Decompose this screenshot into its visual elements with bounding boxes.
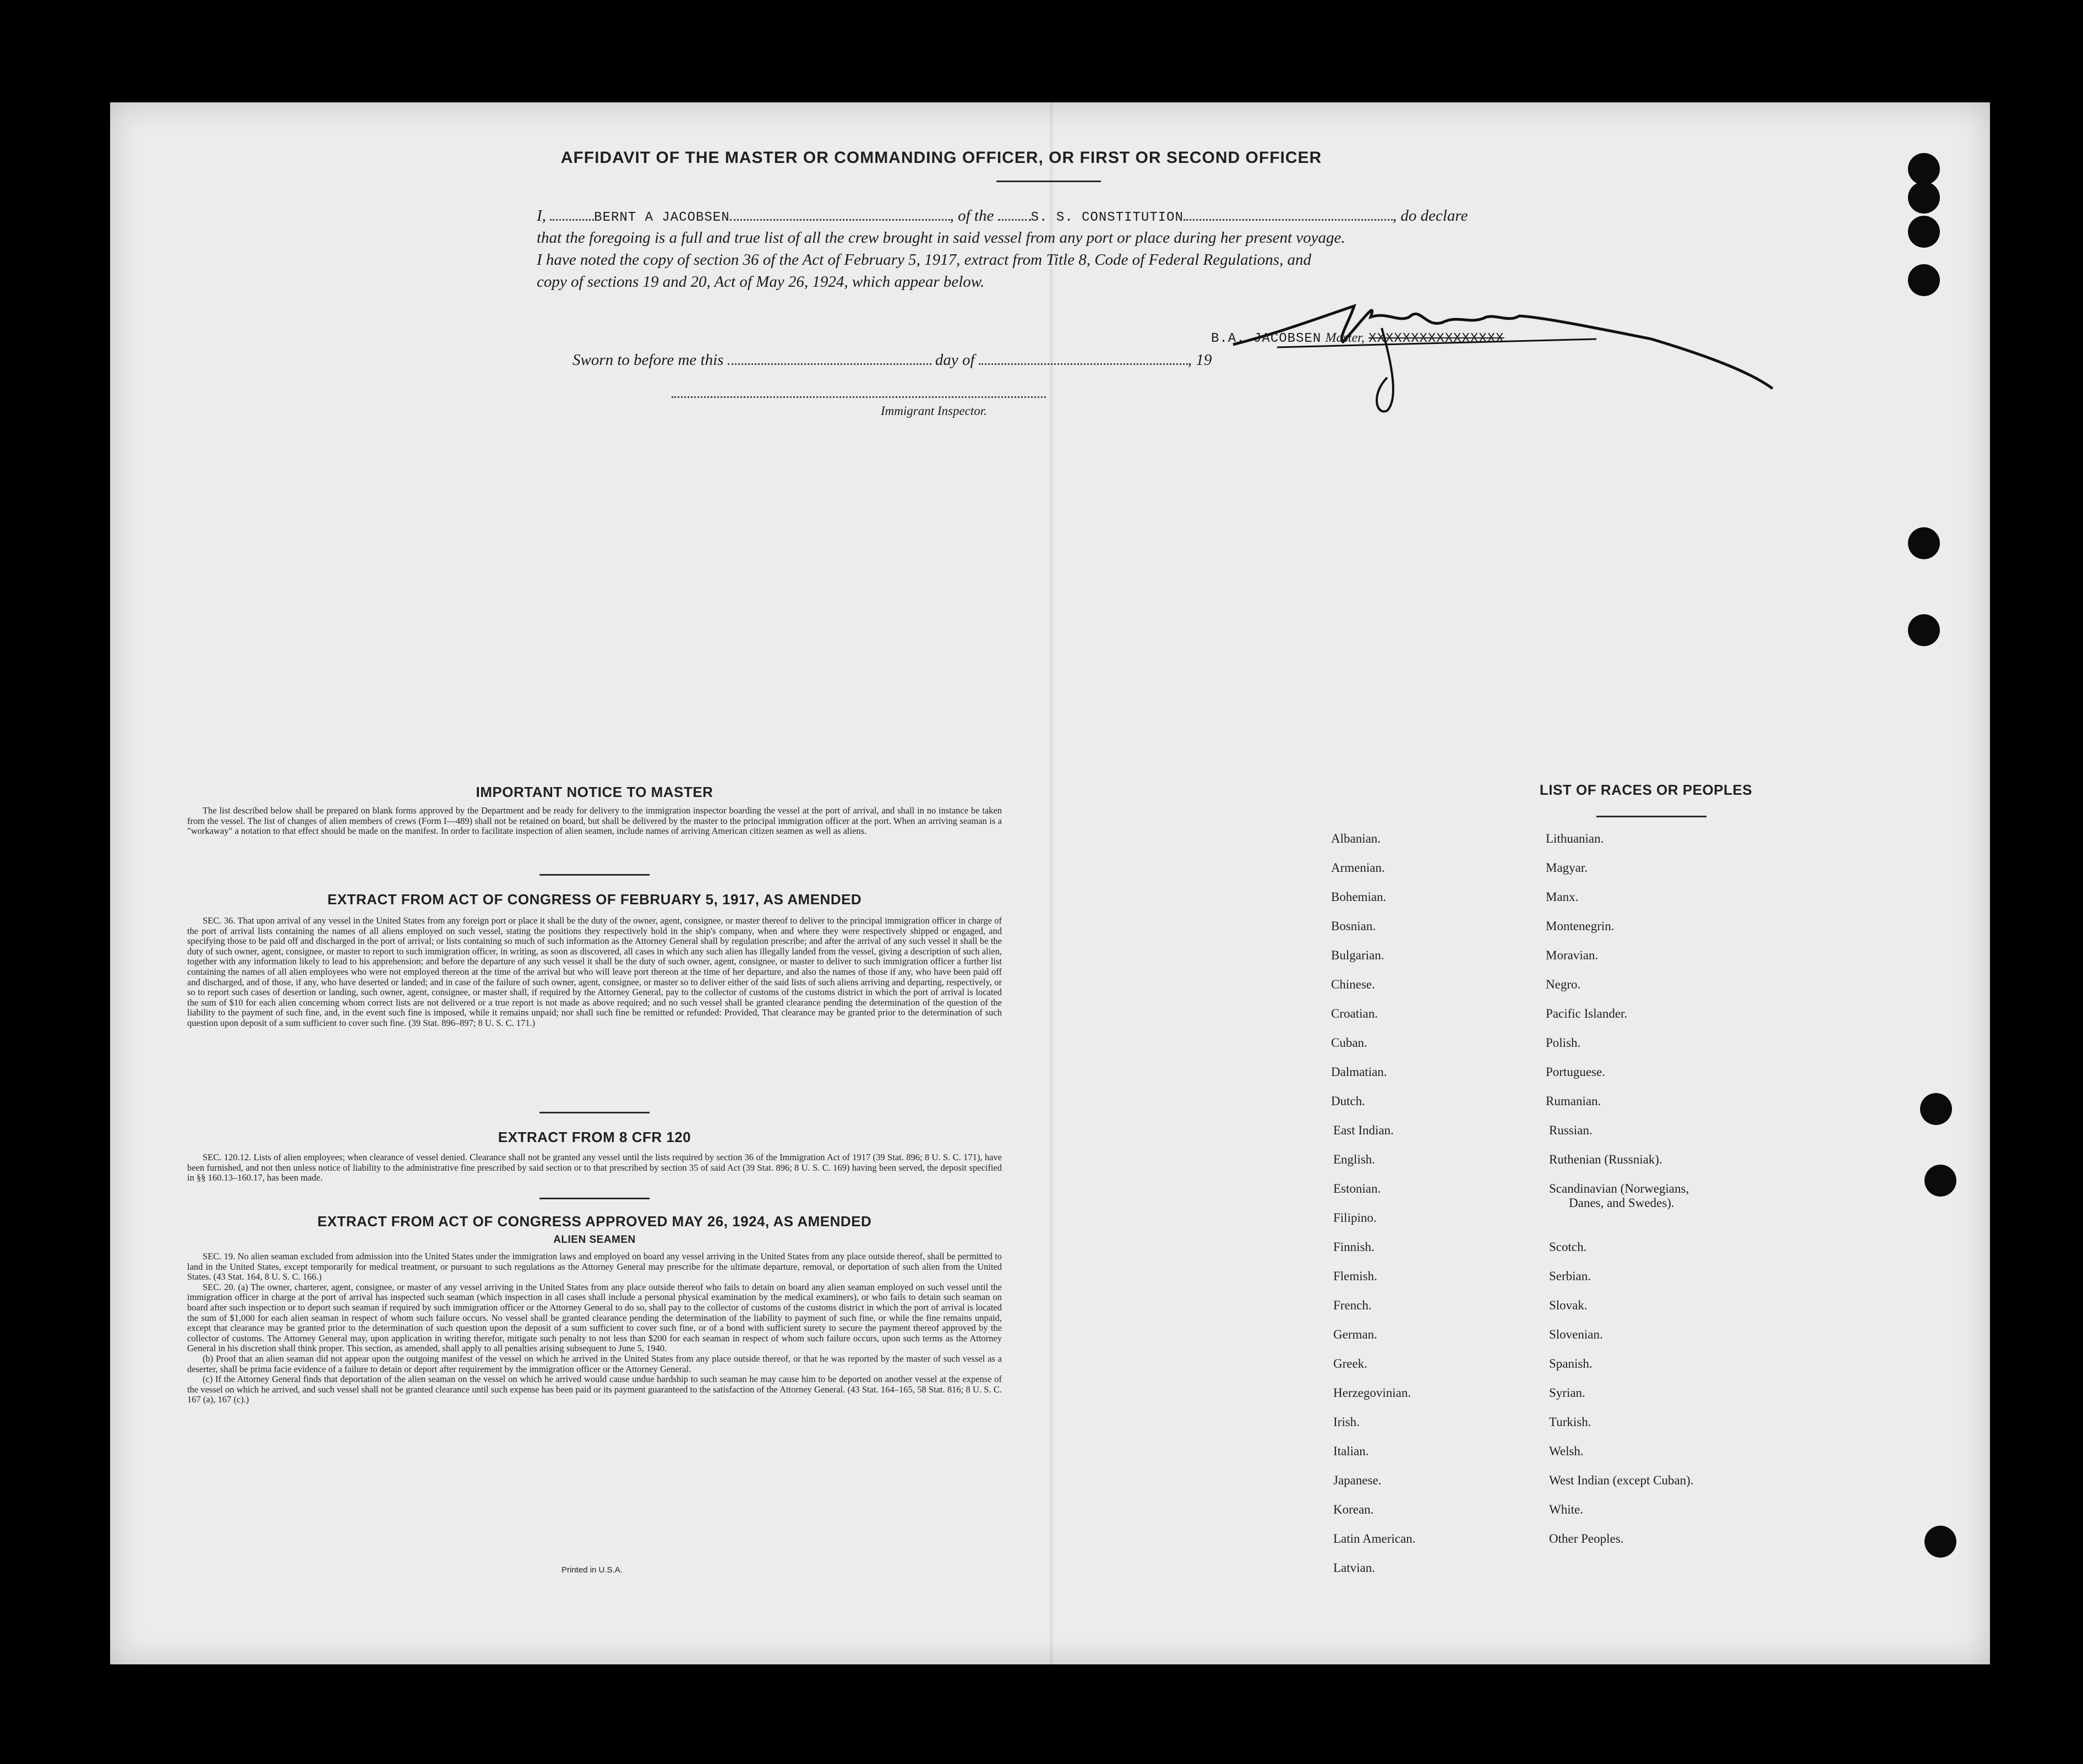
race-item: Slovenian. <box>1549 1328 1603 1341</box>
race-item: Bulgarian. <box>1331 948 1384 962</box>
race-item: Flemish. <box>1333 1269 1377 1283</box>
extract-1917-body <box>187 916 1002 1029</box>
affidavit-title: AFFIDAVIT OF THE MASTER OR COMMANDING OFFICER, OR FIRST OR SECOND OFFICER <box>560 149 1322 167</box>
race-item: Other Peoples. <box>1549 1532 1624 1545</box>
sworn-line <box>572 351 1212 369</box>
sec-20c-paragraph: (c) If the Attorney General finds that deportation of the alien seaman on the vessel on which he arrived would cause undue hardship to such seaman he may cause him to be deported on another vessel at the expense of the vessel on which he arrived, and such vessel shall not be granted clearance until such expense has been paid or its payment guaranteed to the satisfaction of the Attorney General. (43 Stat. 164–165, 58 Stat. 816; 8 U. S. C. 167 (a), 167 (c).) <box>187 1374 1002 1405</box>
race-item: Albanian. <box>1331 832 1381 845</box>
race-item: Dalmatian. <box>1331 1065 1387 1079</box>
race-item: East Indian. <box>1333 1123 1394 1137</box>
race-item: Rumanian. <box>1546 1094 1601 1108</box>
signature-role: Master, <box>1325 331 1365 345</box>
inspector-label: Immigrant Inspector. <box>881 404 987 418</box>
sec-20b-paragraph: (b) Proof that an alien seaman did not appear upon the outgoing manifest of the vessel on which he arrived in the United States from any place outside thereof, or that he was reported by the master of such vessel as a deserter, shall be prima facie evidence of a failure to detain or deport after requirement by the immigration officer or the Attorney General. <box>187 1353 1002 1374</box>
race-item: Slovak. <box>1549 1298 1588 1312</box>
sworn-year: , 19 <box>1187 351 1212 369</box>
affidavit-i: I, <box>537 207 546 225</box>
document-sheet <box>110 102 1990 1664</box>
affidavit-line-2: that the foregoing is a full and true list of all the crew brought in said vessel from any port or place during her present voyage. <box>537 229 1345 247</box>
race-item: Irish. <box>1333 1415 1360 1429</box>
race-item: Scandinavian (Norwegians, <box>1549 1182 1689 1195</box>
race-item: Russian. <box>1549 1123 1593 1137</box>
extract-cfr-body <box>187 1153 1002 1183</box>
race-item: Bosnian. <box>1331 919 1376 933</box>
race-item: Danes, and Swedes). <box>1569 1196 1675 1210</box>
race-item: Ruthenian (Russniak). <box>1549 1153 1662 1166</box>
race-item: Armenian. <box>1331 861 1385 875</box>
race-item: Turkish. <box>1549 1415 1591 1429</box>
race-item: Finnish. <box>1333 1240 1375 1254</box>
race-item: Japanese. <box>1333 1473 1382 1487</box>
sec-120-paragraph: SEC. 120.12. Lists of alien employees; when clearance of vessel denied. Clearance shall not be granted any vessel until the lists required by section 36 of the Immigration Act of 1917 (39 Stat. 896; 8 U. S. C. 171), have been furnished, and not then unless notice of liability to the administrative fine prescribed by said section or to that prescribed by section 35 of said Act (39 Stat. 896; 8 U. S. C. 169) having been served, the deposit specified in §§ 160.13–160.17, has been made. <box>187 1152 1002 1183</box>
race-item: Manx. <box>1546 890 1579 904</box>
affidavit-line-4: copy of sections 19 and 20, Act of May 26, 1924, which appear below. <box>537 273 985 291</box>
sworn-prefix: Sworn to before me this <box>572 351 724 369</box>
inspector-signature-line <box>672 385 1046 398</box>
master-name: BERNT A JACOBSEN <box>594 210 730 225</box>
signature-struck-text: XXXXXXXXXXXXXXXX <box>1368 331 1504 346</box>
race-item: Pacific Islander. <box>1546 1007 1628 1020</box>
race-item: Italian. <box>1333 1444 1369 1458</box>
race-item: Cuban. <box>1331 1036 1367 1050</box>
race-item: Croatian. <box>1331 1007 1378 1020</box>
race-item: Lithuanian. <box>1546 832 1604 845</box>
extract-1924-title: EXTRACT FROM ACT OF CONGRESS APPROVED MAY 26, 1924, AS AMENDED <box>317 1213 872 1230</box>
binder-hole <box>1924 1526 1956 1558</box>
binder-hole <box>1908 264 1940 296</box>
blank-dots <box>550 208 594 221</box>
extract-1924-body <box>187 1252 1002 1405</box>
race-item: Spanish. <box>1549 1357 1593 1370</box>
printed-in-usa: Printed in U.S.A. <box>561 1565 623 1575</box>
race-item: Moravian. <box>1546 948 1599 962</box>
race-item: Filipino. <box>1333 1211 1377 1225</box>
notice-paragraph: The list described below shall be prepared on blank forms approved by the Department and be ready for delivery to the immigration inspector boarding the vessel at the port of arrival, and shall in no instance be taken from the vessel. The list of changes of alien members of crews (Form I—489) shall not be retained on board, but shall be delivered by the master to the principal immigration officer at the port. When an arriving seaman is a "workaway" a notation to that effect should be made on the manifest. In order to facilitate inspection of alien seamen, include names of arriving American citizen seamen as well as aliens. <box>187 805 1002 837</box>
race-item: Latvian. <box>1333 1561 1375 1575</box>
blank-dots <box>998 208 1031 221</box>
race-item: French. <box>1333 1298 1372 1312</box>
binder-hole <box>1908 153 1940 185</box>
race-item: Dutch. <box>1331 1094 1365 1108</box>
race-item: Chinese. <box>1331 977 1375 991</box>
race-item: German. <box>1333 1328 1377 1341</box>
blank-dots <box>728 352 931 365</box>
affidavit-declaration-line <box>537 207 1468 225</box>
page-fold <box>1050 102 1053 1664</box>
race-item: Syrian. <box>1549 1386 1585 1400</box>
section-rule <box>539 1112 650 1113</box>
race-item: Bohemian. <box>1331 890 1387 904</box>
sec-20a-paragraph: SEC. 20. (a) The owner, charterer, agent, consignee, or master of any vessel arriving in the United States from any place outside thereof who fails to detain on board any alien seaman employed on such vessel until the immigration officer in charge at the port of arrival has inspected such seaman (which inspection in all cases shall include a personal physical examination by the medical examiners), or who fails to detain such seaman on board after such inspection or to deport such seaman if required by such immigration officer or the Attorney General to do so, shall pay to the collector of customs of the customs district in which the port of arrival is located the sum of $1,000 for each alien seaman in respect of whom such failure occurs. No vessel shall be granted clearance pending the determination of the liability to payment of such fine, or while the fine remains unpaid, except that clearance may be granted prior to the determination of such question upon the deposit of a sum sufficient to cover such fine, or of a bond with sufficient surety to secure the payment thereof approved by the collector of customs. The Attorney General may, upon application in writing therefor, mitigate such penalty to not less than $200 for each seaman in respect of whom such failure occurs, upon such terms as the Attorney General in his discretion shall think proper. This section, as amended, shall apply to all penalties arising subsequent to June 5, 1940. <box>187 1281 1002 1354</box>
blank-dots <box>730 208 950 221</box>
race-item: White. <box>1549 1503 1583 1516</box>
race-item: Negro. <box>1546 977 1581 991</box>
notice-title: IMPORTANT NOTICE TO MASTER <box>476 784 713 800</box>
signature-block <box>1211 328 1504 346</box>
affidavit-of-the: , of the <box>950 207 994 225</box>
race-item: English. <box>1333 1153 1376 1166</box>
binder-hole <box>1908 182 1940 214</box>
handwritten-signature <box>1211 284 1789 416</box>
blank-dots <box>979 352 1188 365</box>
race-item: Herzegovinian. <box>1333 1386 1411 1400</box>
affidavit-line-3: I have noted the copy of section 36 of the Act of February 5, 1917, extract from Title 8, Code of Federal Regulations, and <box>537 251 1312 269</box>
binder-hole <box>1908 216 1940 248</box>
binder-hole <box>1908 527 1940 559</box>
sworn-day-of: day of <box>935 351 975 369</box>
race-item: Latin American. <box>1333 1532 1416 1545</box>
binder-hole <box>1908 614 1940 646</box>
section-rule <box>539 874 650 876</box>
sec-19-paragraph: SEC. 19. No alien seaman excluded from admission into the United States under the immigration laws and employed on board any vessel arriving in the United States from any place outside thereof, shall be permitted to land in the United States, except temporarily for medical treatment, or pursuant to such regulations as the Attorney General may prescribe for the ultimate departure, removal, or deportation of such alien from the United States. (43 Stat. 164, 8 U. S. C. 166.) <box>187 1251 1002 1282</box>
race-item: Magyar. <box>1546 861 1588 875</box>
section-rule <box>1596 816 1706 817</box>
race-item: Montenegrin. <box>1546 919 1615 933</box>
race-item: Scotch. <box>1549 1240 1587 1254</box>
extract-1917-title: EXTRACT FROM ACT OF CONGRESS OF FEBRUARY 5, 1917, AS AMENDED <box>327 891 862 908</box>
race-item: Portuguese. <box>1546 1065 1605 1079</box>
race-item: Polish. <box>1546 1036 1581 1050</box>
binder-hole <box>1924 1165 1956 1197</box>
sec-36-paragraph: SEC. 36. That upon arrival of any vessel in the United States from any foreign port or place it shall be the duty of the owner, agent, consignee, or master thereof to deliver to the principal immigration officer in charge of the port of arrival lists containing the names of all aliens employed on such vessel, stating the positions they respectively hold in the ship's company, when and where they were respectively shipped or engaged, and specifying those to be paid off and discharged in the port of arrival; or lists containing so much of such information as the Attorney General shall by regulation prescribe; and after the arrival of any such vessel it shall be the duty of such owner, agent, consignee, or master to report to such immigration officer, in writing, as soon as discovered, all cases in which any such alien has illegally landed from the vessel, giving a description of such alien, together with any information likely to lead to his apprehension; and before the departure of any such vessel it shall be the duty of such owner, agent, consignee, or master to deliver to such immigration officer a further list containing the names of all alien employees who were not employed thereon at the time of the arrival but who will leave port thereon at the time of her departure, and also the names of those if any, who have been paid off and discharged, and of those, if any, who have deserted or landed; and in case of the failure of such owner, agent, consignee, or master so to deliver either of the said lists of such aliens arriving and departing, respectively, or so to report such cases of desertion or landing, such owner, agent, consignee, or master shall, if required by the Attorney General, pay to the collector of customs of the customs district in which the port of arrival is located the sum of $10 for each alien concerning whom correct lists are not delivered or a true report is not made as above required; and no such vessel shall be granted clearance pending the determination of the question of the liability to the payment of such fine, and, in the event such fine is imposed, while it remains unpaid; nor shall such fine be remitted or refunded: Provided, That clearance may be granted prior to the determination of such question upon deposit of a sum sufficient to cover such fine. (39 Stat. 896–897; 8 U. S. C. 171.) <box>187 915 1002 1028</box>
race-item: Serbian. <box>1549 1269 1591 1283</box>
binder-hole <box>1920 1093 1952 1125</box>
race-item: Korean. <box>1333 1503 1374 1516</box>
vessel-name: S. S. CONSTITUTION <box>1030 210 1184 225</box>
race-item: West Indian (except Cuban). <box>1549 1473 1694 1487</box>
blank-dots <box>1184 208 1393 221</box>
signature-typed-name: B.A. JACOBSEN <box>1211 331 1322 346</box>
alien-seamen-subtitle: ALIEN SEAMEN <box>553 1234 636 1246</box>
title-rule <box>996 181 1101 182</box>
race-item: Greek. <box>1333 1357 1367 1370</box>
race-item: Estonian. <box>1333 1182 1381 1195</box>
notice-body <box>187 806 1002 837</box>
race-item: Welsh. <box>1549 1444 1584 1458</box>
races-title: LIST OF RACES OR PEOPLES <box>1539 782 1753 798</box>
extract-cfr-title: EXTRACT FROM 8 CFR 120 <box>498 1129 691 1145</box>
affidavit-do-declare: , do declare <box>1392 207 1468 225</box>
section-rule <box>539 1198 650 1199</box>
